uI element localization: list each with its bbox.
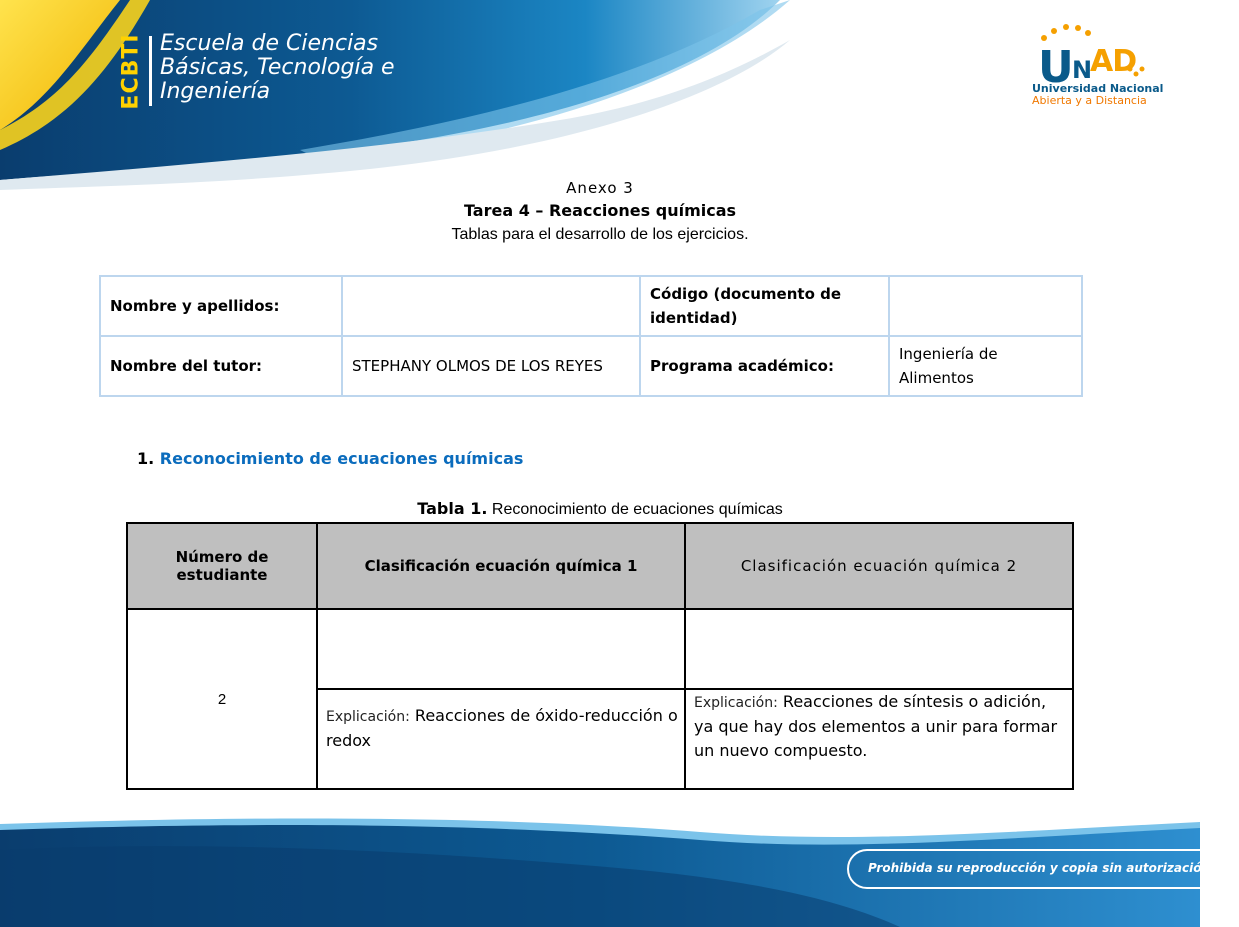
task-title: Tarea 4 – Reacciones químicas xyxy=(463,201,737,220)
tutor-label: Nombre del tutor: xyxy=(100,336,342,396)
school-name-line3: Ingeniería xyxy=(160,79,271,104)
table-header-row xyxy=(127,523,1073,609)
section-number: 1. xyxy=(137,449,155,468)
program-value: Ingeniería de Alimentos xyxy=(889,336,1082,396)
classification-2-field[interactable] xyxy=(685,609,1073,689)
table-caption-label: Tabla 1. xyxy=(417,499,488,518)
section-heading xyxy=(137,449,523,468)
explanation-2-text: Reacciones de síntesis o adición, ya que hay dos elementos a unir para formar un nuevo compuesto. xyxy=(694,692,1058,760)
code-field[interactable] xyxy=(889,276,1082,336)
explanation-1-cell[interactable] xyxy=(317,689,685,789)
explanation-label: Explicación: xyxy=(326,709,410,725)
unad-logo xyxy=(1030,24,1164,124)
student-number: 2 xyxy=(127,609,317,789)
table-caption xyxy=(0,499,1200,519)
equations-table xyxy=(126,522,1074,790)
tutor-value: STEPHANY OLMOS DE LOS REYES xyxy=(342,336,640,396)
footer-notice: Prohibida su reproducción y copia sin autorización de l xyxy=(868,861,1239,875)
code-label: Código (documento de identidad) xyxy=(640,276,889,336)
classification-1-field[interactable] xyxy=(317,609,685,689)
name-field[interactable] xyxy=(342,276,640,336)
school-name xyxy=(160,32,395,104)
document-subtitle: Tablas para el desarrollo de los ejercicios. xyxy=(451,226,749,243)
explanation-1-text: Reacciones de óxido-reducción o redox xyxy=(326,706,678,750)
table-row xyxy=(127,609,1073,689)
unad-subtitle-1: Universidad Nacional xyxy=(1032,82,1164,95)
unad-subtitle-2: Abierta y a Distancia xyxy=(1032,94,1147,107)
explanation-2-cell[interactable] xyxy=(685,689,1073,789)
unad-letters-ad: AD xyxy=(1090,44,1137,79)
ecbti-logo: ECBTI xyxy=(118,32,144,110)
section-title: Reconocimiento de ecuaciones químicas xyxy=(159,449,524,468)
annex-label: Anexo 3 xyxy=(566,179,634,197)
header-student-number: Número de estudiante xyxy=(127,523,317,609)
explanation-label: Explicación: xyxy=(694,695,778,711)
program-label: Programa académico: xyxy=(640,336,889,396)
unad-letter-u: U xyxy=(1038,42,1072,93)
name-label: Nombre y apellidos: xyxy=(100,276,342,336)
header-classification-2: Clasificación ecuación química 2 xyxy=(685,523,1073,609)
unad-letter-n: N xyxy=(1072,56,1093,84)
table-row xyxy=(100,336,1082,396)
footer-banner xyxy=(0,790,1200,927)
school-name-line1: Escuela de Ciencias xyxy=(160,31,379,56)
table-row xyxy=(100,276,1082,336)
header-classification-1: Clasificación ecuación química 1 xyxy=(317,523,685,609)
school-name-line2: Básicas, Tecnología e xyxy=(160,55,395,80)
student-info-table xyxy=(99,275,1083,397)
logo-divider xyxy=(149,36,152,106)
table-caption-text: Reconocimiento de ecuaciones químicas xyxy=(491,501,783,518)
